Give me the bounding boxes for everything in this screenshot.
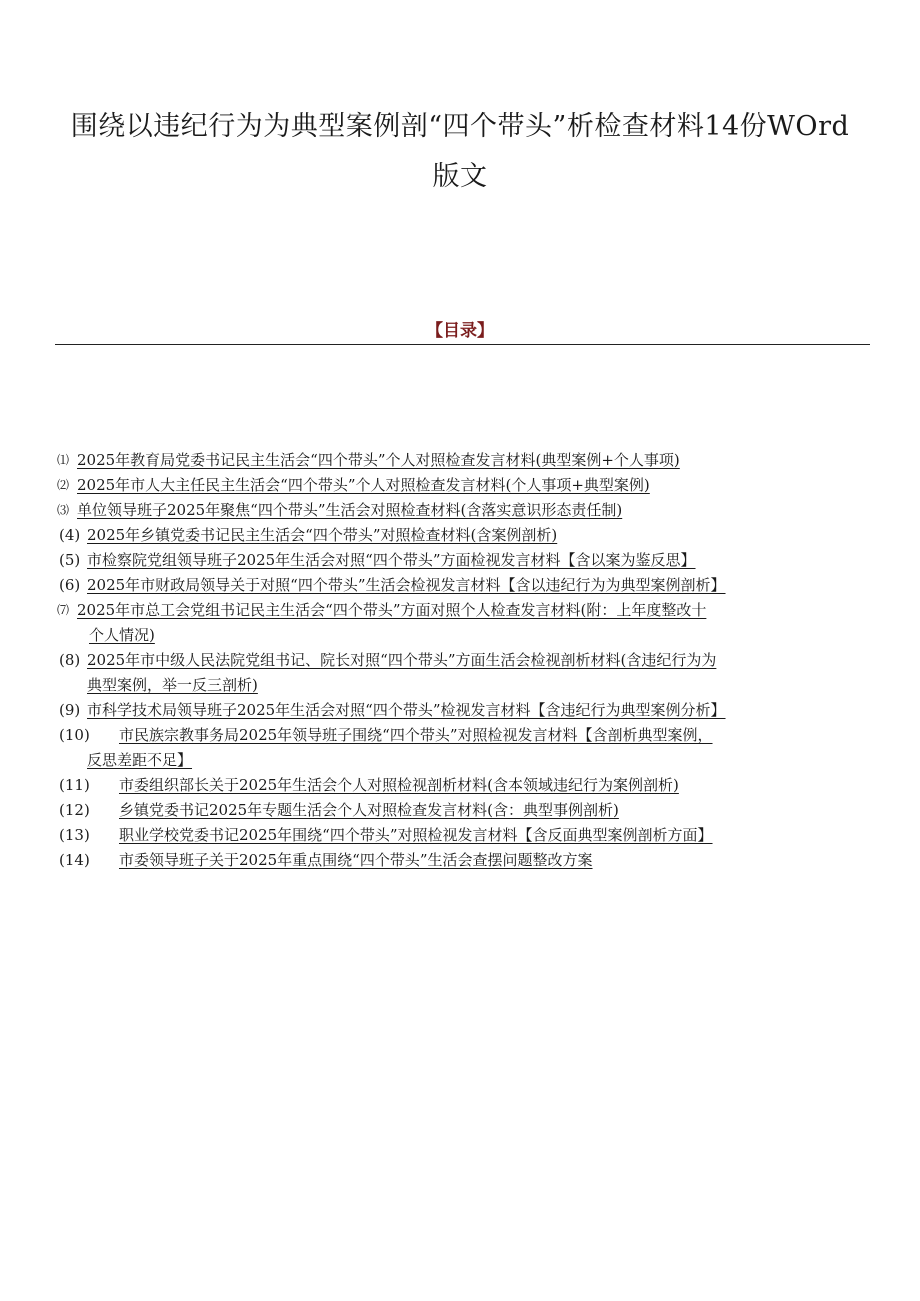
document-title [60, 102, 860, 202]
toc-item-number: ⑴ [57, 453, 70, 467]
toc-link-10[interactable] [87, 723, 864, 773]
toc-link-4[interactable]: 2025年乡镇党委书记民主生活会“四个带头”对照检查材料(含案例剖析) [87, 526, 558, 544]
toc-item-11 [55, 773, 895, 798]
toc-link-1[interactable]: 2025年教育局党委书记民主生活会“四个带头”个人对照检查发言材料(典型案例+个人事项) [77, 451, 680, 469]
toc-divider [55, 344, 870, 345]
toc-heading: 【目录】 [426, 321, 494, 341]
toc-item-10 [55, 723, 895, 773]
toc-link-8[interactable] [87, 648, 867, 698]
toc-item-number: (10) [59, 726, 90, 744]
toc-item-8 [55, 648, 895, 698]
document-title-line-1: 围绕以违纪行为为典型案例剖“四个带头”析检查材料14份WOrd [70, 111, 850, 142]
toc-item-number: (4) [59, 526, 81, 544]
toc-list [55, 448, 895, 873]
toc-item-6 [55, 573, 895, 598]
toc-link-11[interactable]: 市委组织部长关于2025年生活会个人对照检视剖析材料(含本领域违纪行为案例剖析) [119, 776, 679, 794]
toc-item-7 [55, 598, 895, 648]
toc-item-2 [55, 473, 895, 498]
toc-link-6[interactable]: 2025年市财政局领导关于对照“四个带头”生活会检视发言材料【含以违纪行为为典型案例剖析】 [87, 576, 726, 594]
toc-item-number: (14) [59, 851, 90, 869]
toc-link-7-line-2: 个人情况) [89, 626, 155, 644]
toc-item-number: (5) [59, 551, 81, 569]
toc-item-4 [55, 523, 895, 548]
toc-link-7-line-1: 2025年市总工会党组书记民主生活会“四个带头”方面对照个人检查发言材料(附：上年度整改十 [77, 601, 707, 619]
toc-item-number: ⑶ [57, 503, 70, 517]
toc-item-9 [55, 698, 895, 723]
toc-item-12 [55, 798, 895, 823]
toc-item-5 [55, 548, 895, 573]
toc-link-10-line-2: 反思差距不足】 [87, 751, 193, 769]
toc-link-2[interactable]: 2025年市人大主任民主生活会“四个带头”个人对照检查发言材料(个人事项+典型案例) [77, 476, 650, 494]
toc-link-3[interactable]: 单位领导班子2025年聚焦“四个带头”生活会对照检查材料(含落实意识形态责任制) [77, 501, 623, 519]
toc-item-3 [55, 498, 895, 523]
toc-link-10-line-1: 市民族宗教事务局2025年领导班子围绕“四个带头”对照检视发言材料【含剖析典型案例， [119, 726, 713, 744]
toc-item-number: ⑺ [57, 603, 70, 617]
toc-link-8-line-2: 典型案例，举一反三剖析) [87, 676, 258, 694]
toc-link-5[interactable]: 市检察院党组领导班子2025年生活会对照“四个带头”方面检视发言材料【含以案为鉴反思】 [87, 551, 696, 569]
toc-item-number: (12) [59, 801, 90, 819]
toc-link-7[interactable] [77, 598, 857, 648]
toc-item-13 [55, 823, 895, 848]
toc-link-8-line-1: 2025年市中级人民法院党组书记、院长对照“四个带头”方面生活会检视剖析材料(含违纪行为为 [87, 651, 717, 669]
toc-item-number: ⑵ [57, 478, 70, 492]
toc-link-9[interactable]: 市科学技术局领导班子2025年生活会对照“四个带头”检视发言材料【含违纪行为典型案例分析】 [87, 701, 726, 719]
toc-item-number: (6) [59, 576, 81, 594]
document-title-line-2: 版文 [432, 161, 488, 192]
toc-link-13[interactable]: 职业学校党委书记2025年围绕“四个带头”对照检视发言材料【含反面典型案例剖析方面】 [119, 826, 713, 844]
toc-item-number: (8) [59, 651, 81, 669]
toc-link-14[interactable]: 市委领导班子关于2025年重点围绕“四个带头”生活会查摆问题整改方案 [119, 851, 593, 869]
toc-item-14 [55, 848, 895, 873]
toc-item-1 [55, 448, 895, 473]
toc-item-number: (9) [59, 701, 81, 719]
toc-link-12[interactable]: 乡镇党委书记2025年专题生活会个人对照检查发言材料(含：典型事例剖析) [119, 801, 619, 819]
toc-item-number: (13) [59, 826, 90, 844]
toc-item-number: (11) [59, 776, 90, 794]
